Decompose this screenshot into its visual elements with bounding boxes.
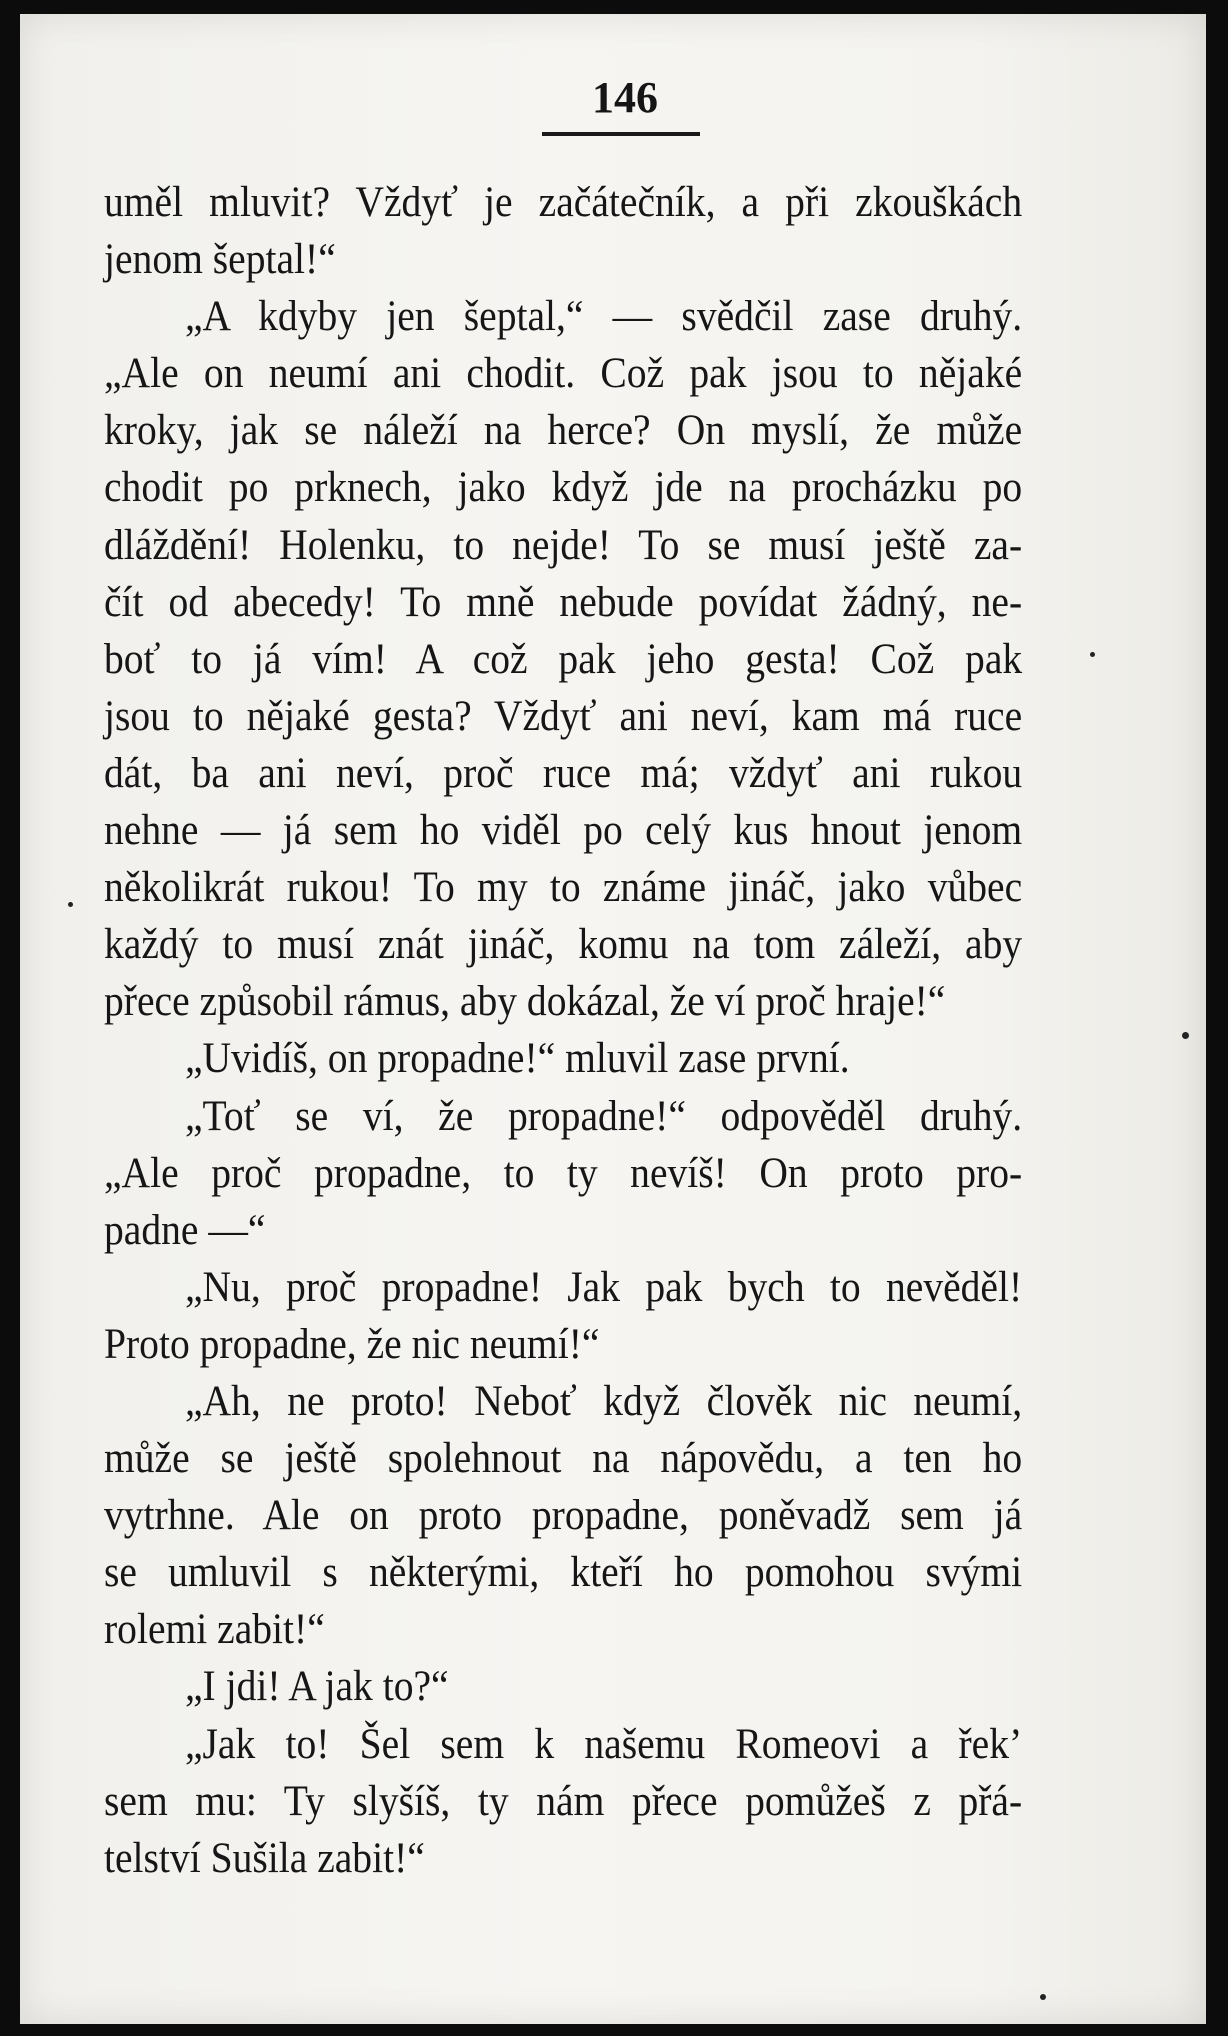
text-line: čít od abecedy! To mně nebude povídat žádný, ne- (104, 578, 1023, 626)
text-line: vytrhne. Ale on proto propadne, poněvadž sem já (104, 1492, 1023, 1540)
text-line: několikrát rukou! To my to známe jináč, jako vůbec (104, 864, 1023, 912)
text-line: „Nu, proč propadne! Jak pak bych to nevěděl! (184, 1263, 1023, 1311)
text-line: „Ah, ne proto! Neboť když člověk nic neumí, (184, 1377, 1023, 1425)
text-line: přece způsobil rámus, aby dokázal, že ví proč hraje!“ (104, 978, 946, 1026)
body-text (104, 174, 1022, 1887)
text-line: „Uvidíš, on propadne!“ mluvil zase první. (184, 1035, 850, 1083)
page-number: 146 (592, 73, 658, 122)
text-line: rolemi zabit!“ (104, 1606, 325, 1654)
page-number-rule (542, 132, 700, 136)
paragraph (104, 174, 1022, 288)
ink-speck (1182, 1032, 1189, 1039)
text-line: může se ještě spolehnout na nápovědu, a ten ho (104, 1435, 1023, 1483)
text-line: nehne — já sem ho viděl po celý kus hnout jenom (104, 807, 1023, 855)
text-line: telství Sušila zabit!“ (104, 1834, 425, 1882)
text-line: „Toť se ví, že propadne!“ odpověděl druhý. (184, 1092, 1023, 1140)
text-line: Proto propadne, že nic neumí!“ (104, 1320, 600, 1368)
paragraph (104, 1030, 1022, 1087)
ink-speck (1090, 652, 1095, 657)
text-line: „Ale on neumí ani chodit. Což pak jsou to nějaké (104, 350, 1023, 398)
book-page (20, 14, 1206, 2024)
paragraph (104, 1373, 1022, 1658)
text-line: „Ale proč propadne, to ty nevíš! On proto pro- (104, 1149, 1023, 1197)
text-line: jenom šeptal!“ (104, 236, 336, 284)
text-line: jsou to nějaké gesta? Vždyť ani neví, kam má ruce (104, 692, 1023, 740)
paragraph (104, 1088, 1022, 1259)
text-line: padne —“ (104, 1206, 266, 1254)
text-line: se umluvil s některými, kteří ho pomohou svými (104, 1549, 1023, 1597)
text-line: kroky, jak se náleží na herce? On myslí, že může (104, 407, 1023, 455)
ink-speck (1040, 1994, 1046, 2000)
ink-speck (68, 902, 73, 907)
text-line: boť to já vím! A což pak jeho gesta! Což pak (104, 635, 1023, 683)
paragraph (104, 1658, 1022, 1715)
text-line: dláždění! Holenku, to nejde! To se musí ještě za- (104, 521, 1023, 569)
text-line: každý to musí znát jináč, komu na tom záleží, aby (104, 921, 1023, 969)
paragraph (104, 1259, 1022, 1373)
text-line: chodit po prknech, jako když jde na procházku po (104, 464, 1023, 512)
text-line: „I jdi! A jak to?“ (184, 1663, 449, 1711)
text-line: dát, ba ani neví, proč ruce má; vždyť ani rukou (104, 749, 1023, 797)
paragraph (104, 288, 1022, 1030)
text-line: sem mu: Ty slyšíš, ty nám přece pomůžeš z přá- (104, 1777, 1023, 1825)
text-line: „A kdyby jen šeptal,“ — svědčil zase druhý. (184, 293, 1023, 341)
text-line: uměl mluvit? Vždyť je začátečník, a při zkouškách (104, 179, 1023, 226)
text-line: „Jak to! Šel sem k našemu Romeovi a řek’ (184, 1720, 1023, 1768)
paragraph (104, 1716, 1022, 1887)
